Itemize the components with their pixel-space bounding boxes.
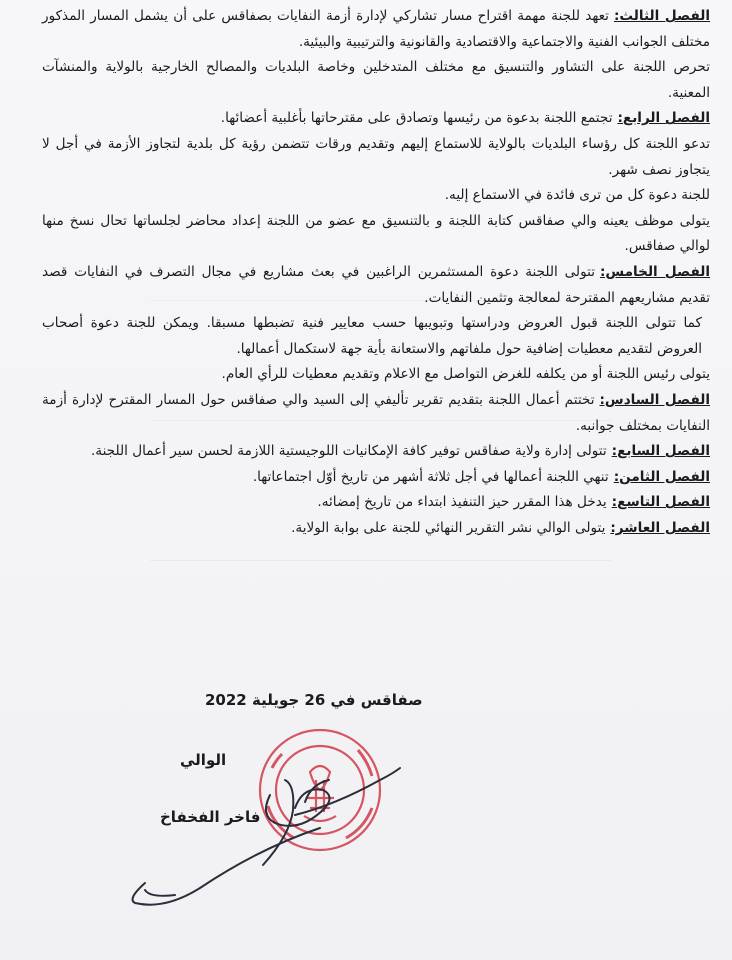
article-text: يتولى الوالي نشر التقرير النهائي للجنة على بوابة الولاية. [291,519,606,536]
article-paragraph [42,388,710,439]
article-paragraph [42,516,710,542]
article-paragraph [42,55,710,106]
article-text: كما تتولى اللجنة قبول العروض ودراستها وتبويبها حسب معايير فنية تضبطها مسبقا. ويمكن للجنة دعوة أصحاب العروض لتقديم معطيات إضافية حول ملفاتهم والاستعانة بأية جهة لاستكمال أعمالها. [42,315,702,357]
place-date: صفاقس في 26 جويلية 2022 [205,691,423,709]
article-paragraph [42,132,710,183]
article-heading: الفصل الثالث: [613,8,710,24]
article-heading: الفصل السابع: [611,443,710,460]
article-paragraph [42,260,710,311]
document-body [42,4,710,541]
article-text: تتولى إدارة ولاية صفاقس توفير كافة الإمكانيات اللوجيستية اللازمة لحسن سير أعمال اللجنة. [90,443,607,460]
article-paragraph [42,183,710,209]
article-text: تتولى اللجنة دعوة المستثمرين الراغبين في بعث مشاريع في مجال التصرف في النفايات قصد تقديم مشاريعهم المقترحة لمعالجة وتثمين النفايات. [42,263,710,306]
article-heading: الفصل الثامن: [613,468,710,485]
article-paragraph [42,362,710,388]
article-text: يتولى رئيس اللجنة أو من يكلفه للغرض التواصل مع الاعلام وتقديم معطيات للرأي العام. [221,366,710,383]
signer-name: فاخر الفخفاخ [160,808,261,826]
article-paragraph [42,439,710,465]
article-paragraph [42,490,710,516]
article-paragraph [42,4,710,55]
article-heading: الفصل العاشر: [610,519,710,536]
article-paragraph [42,209,710,260]
article-text: تحرص اللجنة على التشاور والتنسيق مع مختلف المتدخلين وخاصة البلديات والمصالح الخارجية بالولاية والمنشآت المعنية. [42,59,710,101]
article-paragraph [42,311,710,362]
article-text: تختتم أعمال اللجنة بتقديم تقرير تأليفي إلى السيد والي صفاقس حول المسار المقترح لإدارة أزمة النفايات بمختلف جوانبه. [42,391,710,434]
article-text: تنهي اللجنة أعمالها في أجل ثلاثة أشهر من تاريخ أوّل اجتماعاتها. [252,468,609,485]
article-paragraph [42,106,710,132]
article-heading: الفصل السادس: [599,391,710,408]
article-heading: الفصل الخامس: [599,263,710,280]
bleed-through-line [150,560,612,561]
article-text: تعهد للجنة مهمة اقتراح مسار تشاركي لإدارة أزمة النفايات بصفاقس على أن يشمل المسار المذكور مختلف الجوانب الفنية والاجتماعية والاقتصادية والقانونية والترتيبية والبيئية. [42,8,710,50]
article-paragraph [42,465,710,491]
article-text: تدعو اللجنة كل رؤساء البلديات بالولاية للاستماع إليهم وتقديم ورقات تتضمن رؤية كل بلدية لتجاوز الأزمة في أجل لا يتجاوز نصف شهر. [42,135,710,178]
signer-title: الوالي [180,751,227,769]
article-text: يدخل هذا المقرر حيز التنفيذ ابتداء من تاريخ إمضائه. [317,494,607,511]
article-text: للجنة دعوة كل من ترى فائدة في الاستماع إليه. [444,187,710,204]
article-text: تجتمع اللجنة بدعوة من رئيسها وتصادق على مقترحاتها بأغلبية أعضائها. [220,110,613,127]
article-heading: الفصل التاسع: [611,494,710,511]
article-text: يتولى موظف يعينه والي صفاقس كتابة اللجنة و بالتنسيق مع عضو من اللجنة إعداد محاضر لجلساتها تحال نسخ منها لوالي صفاقس. [42,212,710,255]
article-heading: الفصل الرابع: [617,110,710,127]
